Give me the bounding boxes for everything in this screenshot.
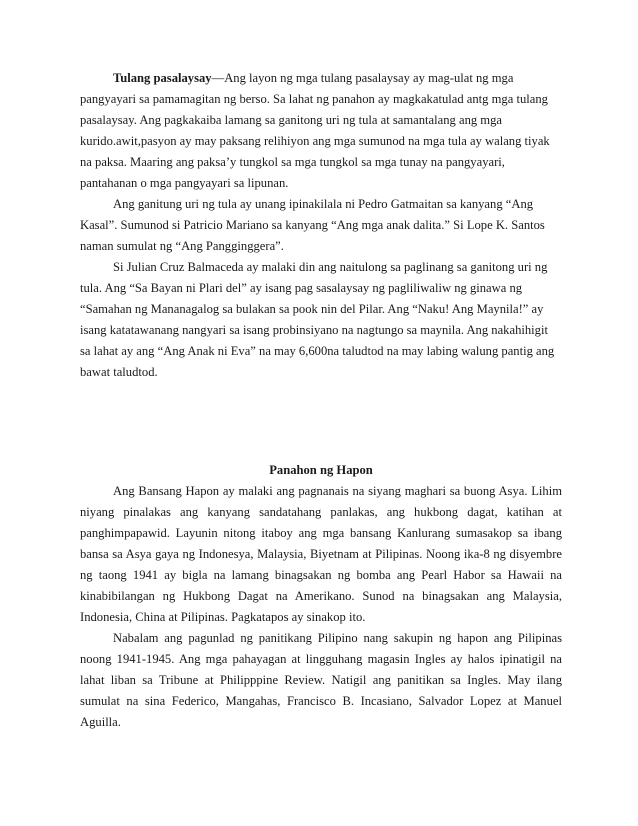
paragraph-tulang-pasalaysay: [80, 68, 560, 194]
paragraph-panitikang-pilipino: Nabalam ang pagunlad ng panitikang Pilipino nang sakupin ng hapon ang Pilipinas noong 1941-1945. Ang mga pahayagan at lingguhang magasin Ingles ay halos ipinatigil na lahat liban sa Tribune at Philipppine Review. Natigil ang panitikan sa Ingles. May ilang sumulat na sina Federico, Mangahas, Francisco B. Incasiano, Salvador Lopez at Manuel Aguilla.: [80, 631, 562, 729]
paragraph-julian-cruz-balmaceda: Si Julian Cruz Balmaceda ay malaki din ang naitulong sa paglinang sa ganitong uri ng tula. Ang “Sa Bayan ni Plari del” ay isang pag sasalaysay ng pagliliwaliw ng ginawa ng “Samahan ng Mananagalog sa bulakan sa pook nin del Pilar. Ang “Naku! Ang Maynila!” ay isang katatawanang nangyari sa isang probinsiyano na nagtungo sa maynila. Ang nakahihigit sa lahat ay ang “Ang Anak ni Eva” na may 6,600na taludtod na may labing walung pantig ang bawat taludtod.: [80, 260, 555, 379]
paragraph-body: —Ang layon ng mga tulang pasalaysay ay mag-ulat ng mga pangyayari sa pamamagitan ng berso. Sa lahat ng panahon ay magkakatulad antg mga tulang pasalaysay. Ang pagkakaiba lamang sa ganitong uri ng tula at samantalang ang mga kurido.awit,pasyon ay may paksang relihiyon ang mga sumunod na mga tula ay walang tiyak na paksa. Maaring ang paksa’y tungkol sa mga tungkol sa mga tunay na pangyayari, pantahanan o mga pangyayari sa lipunan.: [80, 71, 550, 190]
paragraph-lead-term: Tulang pasalaysay: [113, 71, 212, 85]
tulang-pasalaysay-section: [80, 68, 560, 383]
panahon-ng-hapon-section: [80, 460, 562, 733]
section-heading: Panahon ng Hapon: [269, 463, 373, 477]
paragraph-bansang-hapon: Ang Bansang Hapon ay malaki ang pagnanais na siyang maghari sa buong Asya. Lihim niyang pinalakas ang kanyang sandatahang panlakas, ang hukbong dagat, katihan at panghimpapawid. Layunin nitong itaboy ang mga bansang Kanlurang sumasakop sa ibang bansa sa Asya gaya ng Indonesya, Malaysia, Biyetnam at Pilipinas. Noong ika-8 ng disyembre ng taong 1941 ay bigla na lamang binagsakan ng bomba ang Pearl Habor sa Hawaii na kinabibilangan ng Hukbong Dagat na Amerikano. Sunod na binagsakan ang Malaysia, Indonesia, China at Pilipinas. Pagkatapos ay sinakop ito.: [80, 484, 562, 624]
paragraph-pedro-gatmaitan: Ang ganitung uri ng tula ay unang ipinakilala ni Pedro Gatmaitan sa kanyang “Ang Kasal”. Sumunod si Patricio Mariano sa kanyang “Ang mga anak dalita.” Si Lope K. Santos naman sumulat ng “Ang Pangginggera”.: [80, 197, 545, 253]
